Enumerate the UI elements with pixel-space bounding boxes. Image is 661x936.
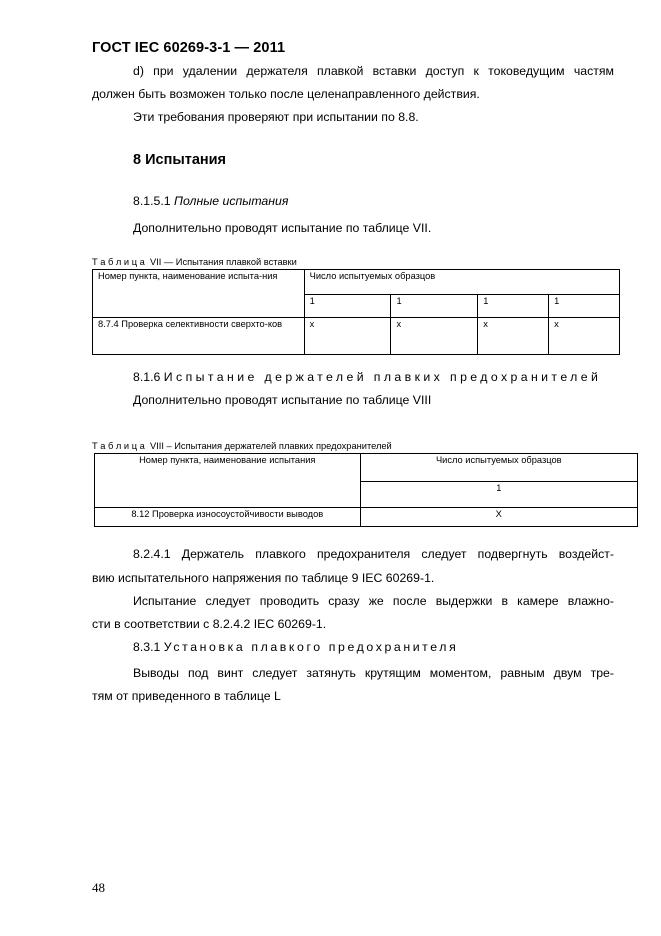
table-cell: 1	[304, 295, 391, 318]
table-cell: Х	[360, 508, 637, 527]
table-row-label: 8.12 Проверка износоустойчивости выводов	[95, 508, 361, 527]
caption-text: VII — Испытания плавкой вставки	[149, 257, 297, 267]
paragraph-test-line1: Испытание следует проводить сразу же после выдержки в камере влажно-	[133, 594, 614, 608]
caption-text: VIII – Испытания держателей плавких предохранителей	[149, 441, 392, 451]
table-header-samples: Число испытуемых образцов	[360, 454, 637, 482]
paragraph-d-line1: d) при удалении держателя плавкой вставки доступ к токоведущим частям	[133, 64, 614, 78]
table-row-label: 8.7.4 Проверка селективности сверхто-ков	[93, 318, 305, 355]
paragraph-8241-line2: вию испытательного напряжения по таблице 9 IEC 60269-1.	[92, 571, 435, 585]
table-viii	[94, 453, 638, 527]
table-cell: х	[304, 318, 391, 355]
paragraph-requirements: Эти требования проверяют при испытании по 8.8.	[133, 110, 419, 124]
paragraph-additional-viii: Дополнительно проводят испытание по таблице VIII	[133, 393, 432, 407]
paragraph-torque-line1: Выводы под винт следует затянуть крутящим моментом, равным двум тре-	[133, 666, 614, 680]
table-cell: 1	[478, 295, 549, 318]
table-cell: 1	[360, 482, 637, 508]
table-header-item: Номер пункта, наименование испыта-ния	[93, 270, 305, 318]
table-vii-caption	[92, 257, 297, 267]
paragraph-8241-line1: 8.2.4.1 Держатель плавкого предохранителя следует подвергнуть воздейст-	[133, 547, 614, 561]
table-cell: х	[391, 318, 478, 355]
table-vii	[92, 269, 620, 355]
paragraph-torque-line2: тям от приведенного в таблице L	[92, 689, 281, 703]
caption-label: Т а б л и ц а	[92, 257, 145, 267]
subsection-number: 8.1.6	[133, 370, 164, 384]
table-header-item: Номер пункта, наименование испытания	[95, 454, 361, 508]
subsection-number: 8.1.5.1	[133, 194, 175, 208]
caption-label: Т а б л и ц а	[92, 441, 145, 451]
subsection-number: 8.3.1	[133, 640, 164, 654]
table-cell: 1	[391, 295, 478, 318]
subsection-8151	[133, 191, 288, 212]
table-cell: 1	[549, 295, 620, 318]
subsection-816	[133, 367, 601, 388]
document-header: ГОСТ IEC 60269-3-1 — 2011	[92, 40, 286, 56]
paragraph-additional-vii: Дополнительно проводят испытание по таблице VII.	[133, 221, 432, 235]
subsection-title: Испытание держателей плавких предохранителей	[163, 370, 602, 384]
page-number: 48	[92, 880, 105, 895]
subsection-title: Полные испытания	[174, 194, 289, 208]
subsection-831	[133, 637, 458, 658]
subsection-title: Установка плавкого предохранителя	[163, 640, 459, 654]
paragraph-d-line2: должен быть возможен только после целенаправленного действия.	[92, 87, 480, 101]
paragraph-test-line2: сти в соответствии с 8.2.4.2 IEC 60269-1.	[92, 617, 327, 631]
table-header-samples: Число испытуемых образцов	[304, 270, 619, 295]
table-cell: х	[478, 318, 549, 355]
table-cell: х	[549, 318, 620, 355]
section-title: 8 Испытания	[133, 152, 227, 168]
table-viii-caption	[92, 441, 392, 451]
